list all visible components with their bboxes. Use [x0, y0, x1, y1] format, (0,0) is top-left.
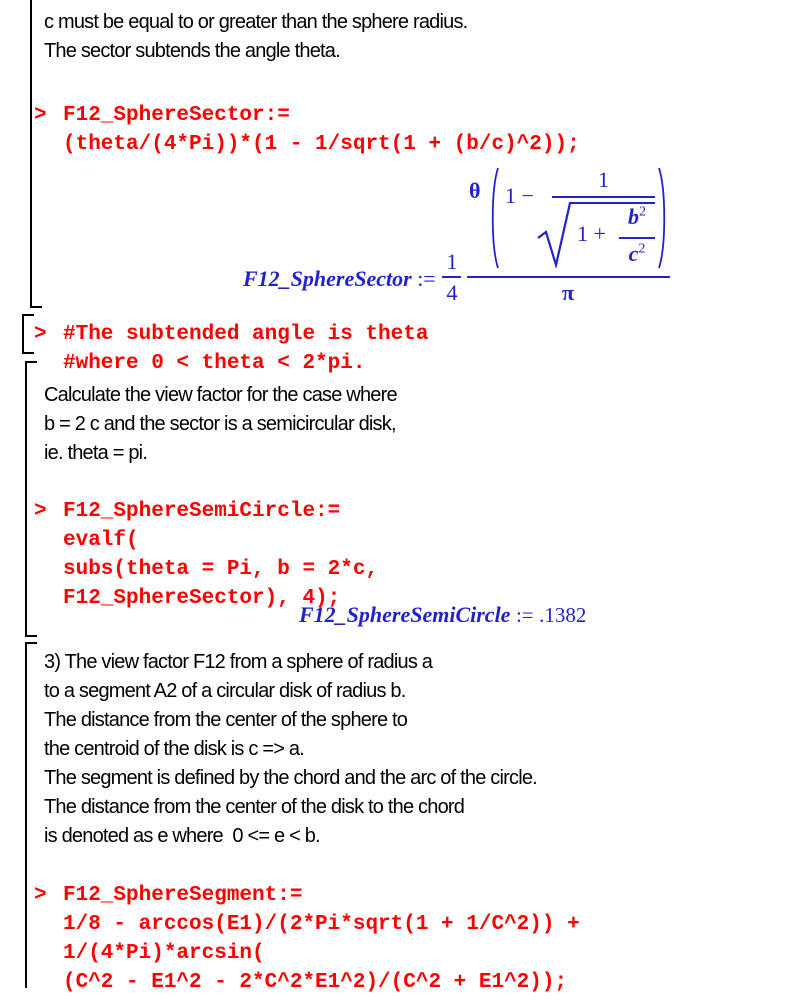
output-value: .1382 [539, 603, 587, 627]
paragraph-line[interactable]: to a segment A2 of a circular disk of radius b. [44, 680, 406, 702]
pi-symbol: π [561, 280, 575, 305]
var-c: c [628, 241, 639, 266]
input-code-line[interactable]: subs(theta = Pi, b = 2*c, [63, 558, 379, 581]
input-code-line[interactable]: F12_SphereSector:= [63, 104, 290, 127]
group-bracket-4 [25, 642, 37, 988]
paragraph-line[interactable]: b = 2 c and the sector is a semicircular disk, [44, 413, 396, 435]
math-output-sphere-sector [243, 160, 693, 325]
paragraph-group-3 [44, 381, 397, 468]
paragraph-line[interactable]: ie. theta = pi. [44, 442, 148, 464]
execution-prompt: > [34, 884, 47, 907]
input-code-line[interactable]: evalf( [63, 529, 139, 552]
input-code-line[interactable]: F12_SphereSegment:= [63, 884, 303, 907]
coef-denominator: 4 [446, 280, 458, 305]
paragraph-line[interactable]: 3) The view factor F12 from a sphere of radius a [44, 651, 433, 673]
bc-fraction-bar [619, 237, 655, 239]
paragraph-line[interactable]: The distance from the center of the sphere to [44, 709, 408, 731]
theta-symbol: θ [469, 178, 481, 203]
execution-prompt: > [34, 500, 47, 523]
input-region-1 [63, 101, 580, 159]
execution-prompt: > [34, 323, 47, 346]
input-code-line[interactable]: #The subtended angle is theta [63, 323, 429, 346]
paragraph-line[interactable]: The distance from the center of the disk to the chord [44, 796, 465, 818]
paragraph-line[interactable]: the centroid of the disk is c => a. [44, 738, 304, 760]
paragraph-line[interactable]: The sector subtends the angle theta. [44, 40, 340, 62]
input-region-2 [63, 320, 428, 378]
c-squared [617, 241, 657, 267]
input-code-line[interactable]: (C^2 - E1^2 - 2*C^2*E1^2)/(C^2 + E1^2)); [63, 971, 568, 994]
right-paren [657, 166, 669, 270]
assign-operator: := [515, 603, 534, 627]
output-lhs-name: F12_SphereSemiCircle [299, 602, 511, 627]
paragraph-line[interactable]: The segment is defined by the chord and the arc of the circle. [44, 767, 537, 789]
group-bracket-2 [22, 314, 34, 354]
radicand-one-plus: 1 + [577, 221, 606, 246]
exp-c: 2 [638, 241, 646, 257]
left-paren [488, 166, 500, 270]
input-code-line[interactable]: F12_SphereSemiCircle:= [63, 500, 341, 523]
input-code-line[interactable]: F12_SphereSector), 4); [63, 587, 341, 610]
sqrt-radical-sign [536, 202, 571, 268]
input-code-line[interactable]: (theta/(4*Pi))*(1 - 1/sqrt(1 + (b/c)^2)); [63, 133, 580, 156]
formula-lhs [243, 266, 436, 292]
input-code-line[interactable]: 1/8 - arccos(E1)/(2*Pi*sqrt(1 + 1/C^2)) + [63, 913, 580, 936]
coef-numerator: 1 [446, 249, 458, 274]
main-fraction-bar [467, 276, 670, 278]
paragraph-line[interactable]: c must be equal to or greater than the sphere radius. [44, 11, 468, 33]
paragraph-line[interactable]: Calculate the view factor for the case where [44, 384, 397, 406]
b-squared [617, 204, 657, 230]
math-output-semicircle-value [299, 602, 586, 628]
input-region-4 [63, 881, 580, 996]
group-bracket-1 [30, 0, 42, 308]
inner-numerator-one: 1 [598, 167, 609, 192]
paragraph-group-1 [44, 8, 467, 66]
execution-prompt: > [34, 104, 47, 127]
inner-fraction-bar [552, 196, 655, 198]
formula-lhs-name: F12_SphereSector [243, 266, 412, 291]
assign-operator: := [417, 266, 436, 291]
paragraph-line[interactable]: is denoted as e where 0 <= e < b. [44, 825, 320, 847]
paragraph-group-4 [44, 648, 537, 851]
one-minus-term: 1 − [505, 183, 534, 208]
input-code-line[interactable]: #where 0 < theta < 2*pi. [63, 352, 366, 375]
input-region-3 [63, 497, 378, 613]
var-b: b [628, 204, 639, 229]
exp-b: 2 [639, 204, 646, 220]
input-code-line[interactable]: 1/(4*Pi)*arcsin( [63, 942, 265, 965]
coef-fraction-bar [442, 276, 461, 278]
